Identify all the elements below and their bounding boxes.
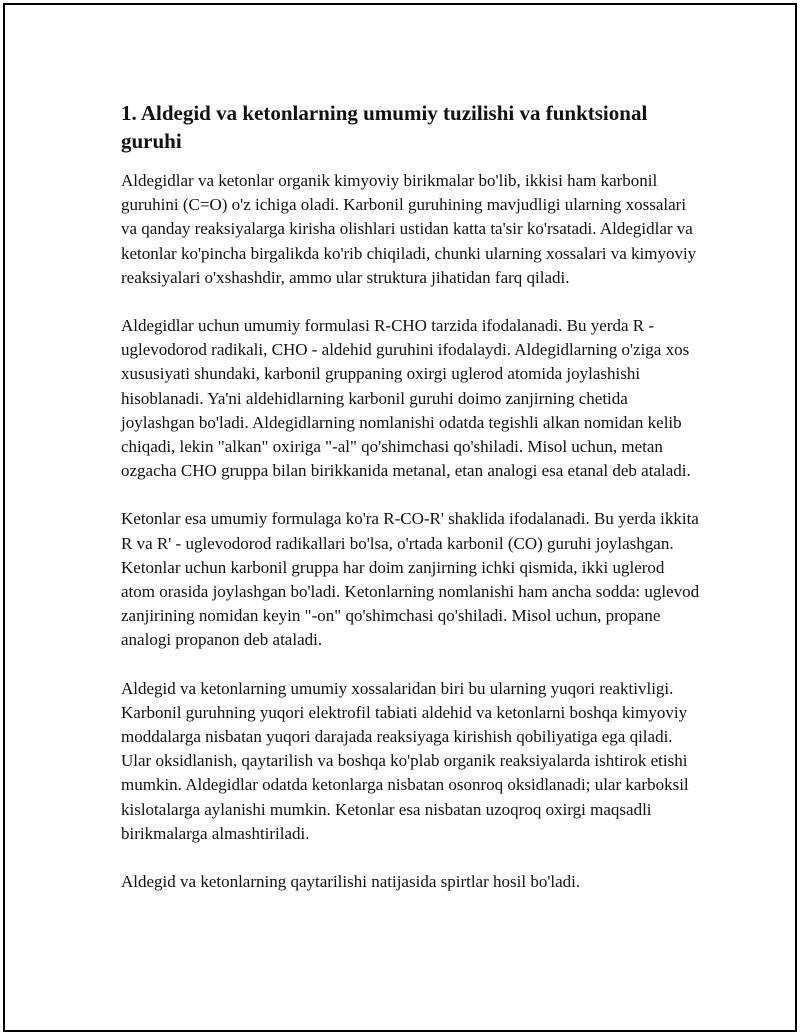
paragraph-aldehydes: Aldegidlar uchun umumiy formulasi R-CHO tarzida ifodalanadi. Bu yerda R - uglevodorod radikali, CHO - aldehid guruhini ifodalaydi. Aldegidlarning o'ziga xos xususiyati shundaki, karbonil gruppaning oxirgi uglerod atomida joylashishi hisoblanadi. Ya'ni aldehidlarning karbonil guruhi doimo zanjirning chetida joylashgan bo'ladi. Aldegidlarning nomlanishi odatda tegishli alkan nomidan kelib chiqadi, lekin "alkan" oxiriga "-al" qo'shimchasi qo'shiladi. Misol uchun, metan ozgacha CHO gruppa bilan birikkanida metanal, etan analogi esa etanal deb ataladi. <box>121 316 691 481</box>
page-frame <box>3 3 797 1032</box>
paragraph-reduction: Aldegid va ketonlarning qaytarilishi natijasida spirtlar hosil bo'ladi. <box>121 872 581 892</box>
paragraph-intro: Aldegidlar va ketonlar organik kimyoviy birikmalar bo'lib, ikkisi ham karbonil guruhini (C=O) o'z ichiga oladi. Karbonil guruhining mavjudligi ularning xossalari va qanday reaksiyalarga kirisha olishlari ustidan katta ta'sir ko'rsatadi. Aldegidlar va ketonlar ko'pincha birgalikda ko'rib chiqiladi, chunki ularning xossalari va kimyoviy reaksiyalari o'xshashdir, ammo ular struktura jihatidan farq qiladi. <box>121 171 697 287</box>
section-title: 1. Aldegid va ketonlarning umumiy tuzilishi va funktsional guruhi <box>121 101 648 153</box>
paragraph-ketones: Ketonlar esa umumiy formulaga ko'ra R-CO-R' shaklida ifodalanadi. Bu yerda ikkita R va R' - uglevodorod radikallari bo'lsa, o'rtada karbonil (CO) guruhi joylashgan. Ketonlar uchun karbonil gruppa har doim zanjirning ichki qismida, ikki uglerod atom orasida joylashgan bo'ladi. Ketonlarning nomlanishi ham ancha sodda: uglevod zanjirining nomidan keyin "-on" qo'shimchasi qo'shiladi. Misol uchun, propane analogi propanon deb ataladi. <box>121 509 700 650</box>
paragraph-reactivity: Aldegid va ketonlarning umumiy xossalaridan biri bu ularning yuqori reaktivligi. Karbonil guruhning yuqori elektrofil tabiati aldehid va ketonlarni boshqa kimyoviy moddalarga nisbatan yuqori darajada reaksiyaga kirishish qobiliyatiga ega qiladi. Ular oksidlanish, qaytarilish va boshqa ko'plab organik reaksiyalarda ishtirok etishi mumkin. Aldegidlar odatda ketonlarga nisbatan osonroq oksidlanadi; ular karboksil kislotalarga aylanishi mumkin. Ketonlar esa nisbatan uzoqroq oxirgi maqsadli birikmalarga almashtiriladi. <box>121 678 689 843</box>
document-body <box>121 99 701 918</box>
